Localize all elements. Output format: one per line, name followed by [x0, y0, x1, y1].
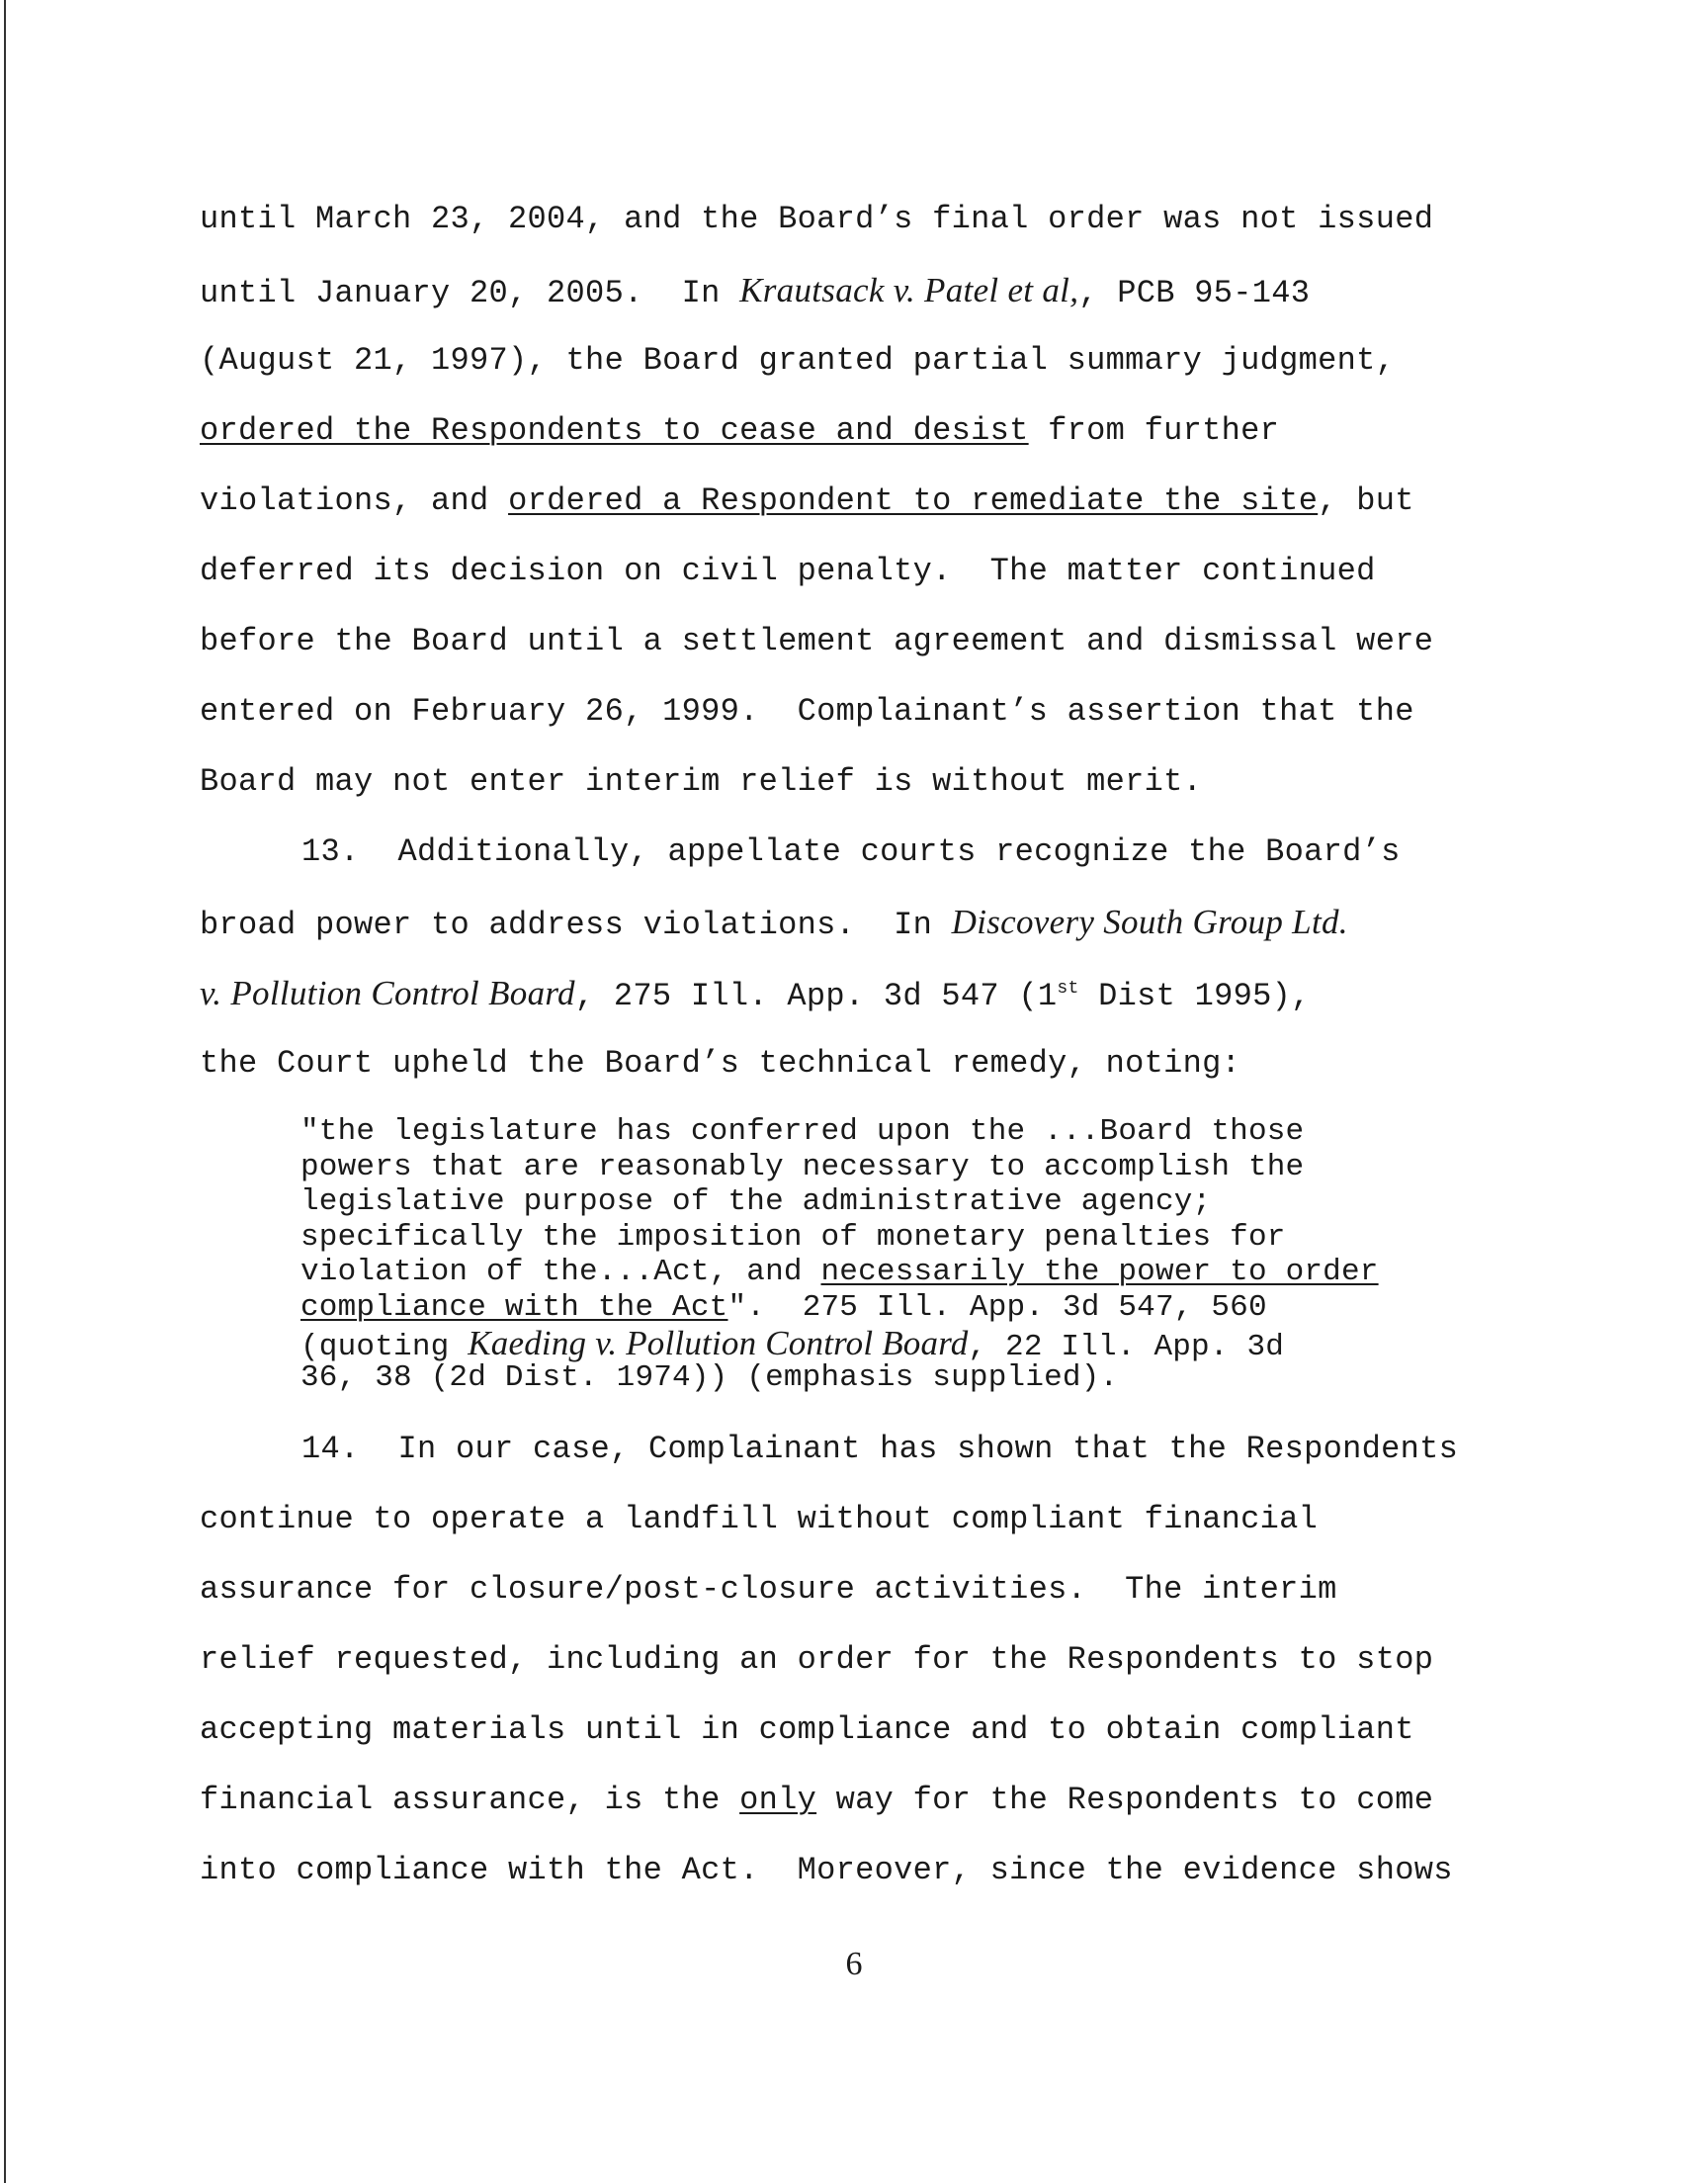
text-line — [200, 481, 1414, 521]
paragraph-13-start — [301, 832, 1401, 872]
text-line — [200, 1851, 1453, 1890]
text-line — [200, 552, 1376, 591]
text-span: 13. Additionally, appellate courts recognize the Board’s — [301, 833, 1401, 870]
text-span: violations, and — [200, 482, 509, 519]
text-span: entered on February 26, 1999. Complainant’s assertion that the — [200, 693, 1414, 730]
page-edge-line — [4, 0, 6, 2183]
block-quote-line — [300, 1326, 1284, 1365]
text-span: before the Board until a settlement agreement and dismissal were — [200, 623, 1434, 659]
text-span: "the legislature has conferred upon the ...Board those — [300, 1114, 1305, 1149]
text-span: until January 20, 2005. In — [200, 275, 740, 311]
text-span: powers that are reasonably necessary to accomplish the — [300, 1150, 1305, 1184]
block-quote-line — [300, 1360, 1118, 1396]
text-span: relief requested, including an order for the Respondents to stop — [200, 1641, 1434, 1678]
text-span: Dist 1995), — [1078, 978, 1311, 1014]
text-span: continue to operate a landfill without compliant financial — [200, 1501, 1319, 1537]
underlined-emphasis: necessarily the power to order — [820, 1255, 1379, 1289]
text-span: assurance for closure/post-closure activities. The interim — [200, 1571, 1337, 1608]
text-span: way for the Respondents to come — [816, 1782, 1434, 1818]
text-span: specifically the imposition of monetary penalties for — [300, 1220, 1286, 1255]
text-line — [200, 1710, 1414, 1750]
text-span: legislative purpose of the administrative agency; — [300, 1184, 1212, 1219]
text-line — [200, 200, 1433, 239]
text-line — [200, 271, 1310, 313]
text-span: 14. In our case, Complainant has shown that the Respondents — [301, 1431, 1459, 1467]
text-line — [200, 1781, 1433, 1820]
text-span: into compliance with the Act. Moreover, since the evidence shows — [200, 1852, 1453, 1888]
text-span: from further — [1028, 412, 1280, 449]
text-span: , 275 Ill. App. 3d 547 (1 — [574, 978, 1058, 1014]
text-span: until March 23, 2004, and the Board’s final order was not issued — [200, 201, 1434, 237]
text-line — [200, 762, 1202, 802]
text-span: (August 21, 1997), the Board granted partial summary judgment, — [200, 342, 1396, 379]
text-span: broad power to address violations. In — [200, 907, 952, 943]
case-citation: Discovery South Group Ltd. — [951, 903, 1348, 941]
case-citation: Kaeding v. Pollution Control Board — [468, 1324, 969, 1362]
text-line — [200, 1044, 1240, 1084]
block-quote-line — [300, 1290, 1267, 1326]
underlined-emphasis: only — [739, 1782, 817, 1818]
text-span: accepting materials until in compliance and to obtain compliant — [200, 1711, 1414, 1748]
block-quote-line — [300, 1114, 1304, 1150]
text-span: 36, 38 (2d Dist. 1974)) (emphasis supplied). — [300, 1360, 1119, 1395]
underlined-emphasis: ordered a Respondent to remediate the site — [508, 482, 1319, 519]
page-number: 6 — [845, 1946, 863, 1982]
block-quote-line — [300, 1220, 1286, 1256]
text-line — [200, 411, 1279, 451]
text-span: ". 275 Ill. App. 3d 547, 560 — [727, 1290, 1267, 1325]
text-span: (quoting — [300, 1330, 469, 1364]
paragraph-14-start — [301, 1430, 1458, 1469]
underlined-emphasis: ordered the Respondents to cease and desist — [200, 412, 1029, 449]
ordinal-superscript: st — [1057, 979, 1079, 999]
text-line — [200, 341, 1395, 381]
text-span: , 22 Ill. App. 3d — [968, 1330, 1285, 1364]
block-quote-line — [300, 1150, 1304, 1185]
underlined-emphasis: compliance with the Act — [300, 1290, 728, 1325]
case-citation: v. Pollution Control Board — [200, 974, 575, 1012]
block-quote-line — [300, 1184, 1211, 1220]
text-line — [200, 903, 1348, 945]
text-line — [200, 974, 1311, 1016]
text-line — [200, 622, 1433, 661]
text-span: violation of the...Act, and — [300, 1255, 821, 1289]
text-span: , but — [1318, 482, 1414, 519]
text-span: the Court upheld the Board’s technical remedy, noting: — [200, 1045, 1241, 1082]
text-span: , PCB 95-143 — [1078, 275, 1311, 311]
block-quote-line — [300, 1255, 1379, 1290]
text-line — [200, 1640, 1433, 1680]
case-citation: Krautsack v. Patel et al, — [739, 271, 1079, 309]
text-span: Board may not enter interim relief is without merit. — [200, 763, 1203, 800]
text-line — [200, 692, 1414, 732]
text-span: financial assurance, is the — [200, 1782, 740, 1818]
text-line — [200, 1500, 1318, 1539]
text-span: deferred its decision on civil penalty. The matter continued — [200, 553, 1376, 589]
text-line — [200, 1570, 1337, 1610]
